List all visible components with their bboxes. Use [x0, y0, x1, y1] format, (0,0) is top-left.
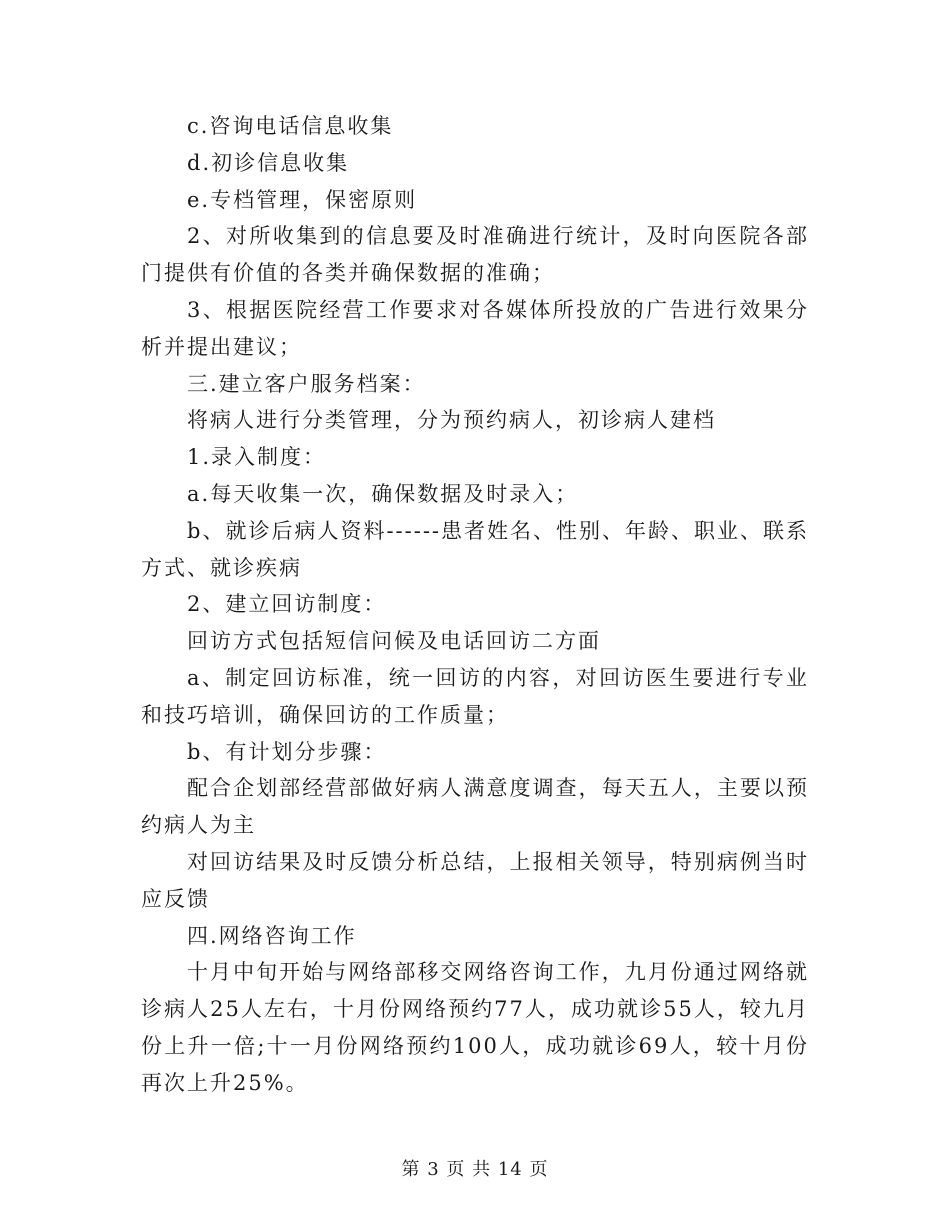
paragraph: 对回访结果及时反馈分析总结，上报相关领导，特别病例当时应反馈 [141, 849, 809, 911]
paragraph: 回访方式包括短信问候及电话回访二方面 [187, 629, 601, 654]
paragraph: 将病人进行分类管理，分为预约病人，初诊病人建档 [187, 408, 716, 433]
page-footer: 第 3 页 共 14 页 [401, 1159, 549, 1180]
document-body [141, 108, 809, 1102]
paragraph: 十月中旬开始与网络部移交网络咨询工作，九月份通过网络就诊病人25人左右，十月份网络预约77人，成功就诊55人，较九月份上升一倍;十一月份网络预约100人，成功就诊69人，较十月份再次上升25%。 [141, 960, 809, 1095]
paragraph: 1.录入制度： [187, 445, 327, 470]
paragraph: b、有计划分步骤： [187, 739, 387, 764]
paragraph: a.每天收集一次，确保数据及时录入； [187, 481, 579, 506]
paragraph: 2、对所收集到的信息要及时准确进行统计，及时向医院各部门提供有价值的各类并确保数据的准确； [141, 224, 809, 286]
paragraph: 2、建立回访制度： [187, 592, 387, 617]
section-heading: 三.建立客户服务档案： [187, 371, 426, 396]
paragraph: e.专档管理，保密原则 [187, 187, 418, 212]
paragraph: 配合企划部经营部做好病人满意度调查，每天五人，主要以预约病人为主 [141, 776, 809, 838]
paragraph: b、就诊后病人资料------患者姓名、性别、年龄、职业、联系方式、就诊疾病 [141, 518, 810, 580]
paragraph: c.咨询电话信息收集 [187, 114, 394, 138]
paragraph: a、制定回访标准，统一回访的内容，对回访医生要进行专业和技巧培训，确保回访的工作质量； [141, 665, 809, 727]
paragraph: 3、根据医院经营工作要求对各媒体所投放的广告进行效果分析并提出建议； [141, 297, 809, 359]
section-heading: 四.网络咨询工作 [187, 923, 357, 948]
paragraph: d.初诊信息收集 [187, 150, 350, 175]
